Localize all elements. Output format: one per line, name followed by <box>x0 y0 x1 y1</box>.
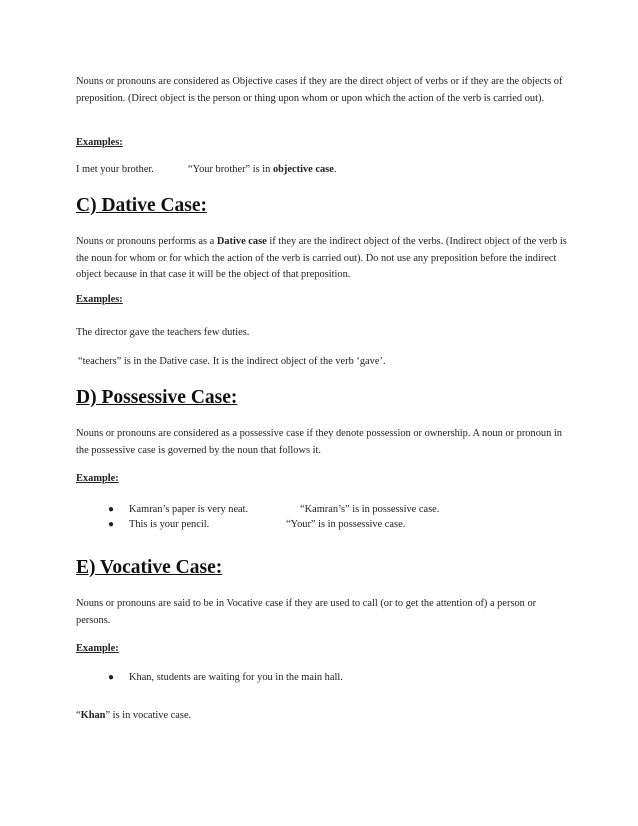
objective-example-sentence: I met your brother. <box>76 164 154 175</box>
possessive-heading: D) Possessive Case: <box>76 387 238 408</box>
vocative-note: “Khan” is in vocative case. <box>76 710 192 721</box>
possessive-item-2-note: “Your” is in possessive case. <box>286 519 406 530</box>
possessive-paragraph: Nouns or pronouns are considered as a possessive case if they denote possession or ownership. A noun or pronoun in the possessive case is governed by the noun that follows it. <box>76 428 562 456</box>
possessive-example-label: Example: <box>76 473 119 484</box>
vocative-heading: E) Vocative Case: <box>76 557 223 578</box>
bullet-icon: ● <box>108 519 115 530</box>
objective-example-note: “Your brother” is in objective case. <box>188 164 337 175</box>
objective-paragraph: Nouns or pronouns are considered as Objective cases if they are the direct object of verbs or if they are the objects of preposition. (Direct object is the person or thing upon whom or upon which the action of the verb is carried out). <box>76 76 563 104</box>
possessive-item-2: This is your pencil. <box>129 519 210 530</box>
dative-example-note: “teachers” is in the Dative case. It is the indirect object of the verb ‘gave’. <box>78 356 386 367</box>
dative-paragraph: Nouns or pronouns performs as a Dative case if they are the indirect object of the verbs. (Indirect object of the verb is the noun for whom or for which the action of the verb is carried out). Do not use any preposition before the indirect object because in that case it will be the object of that preposition. <box>76 236 567 280</box>
vocative-item: Khan, students are waiting for you in the main hall. <box>129 672 343 683</box>
vocative-example-label: Example: <box>76 643 119 654</box>
objective-examples-label: Examples: <box>76 137 123 148</box>
vocative-paragraph: Nouns or pronouns are said to be in Vocative case if they are used to call (or to get the attention of) a person or persons. <box>76 598 537 626</box>
dative-examples-label: Examples: <box>76 294 123 305</box>
bullet-icon: ● <box>108 672 115 683</box>
dative-example-sentence: The director gave the teachers few duties. <box>76 327 250 338</box>
dative-heading: C) Dative Case: <box>76 195 208 216</box>
possessive-item-1: Kamran’s paper is very neat. <box>129 504 249 515</box>
possessive-item-1-note: “Kamran’s” is in possessive case. <box>300 504 440 515</box>
bullet-icon: ● <box>108 504 115 515</box>
